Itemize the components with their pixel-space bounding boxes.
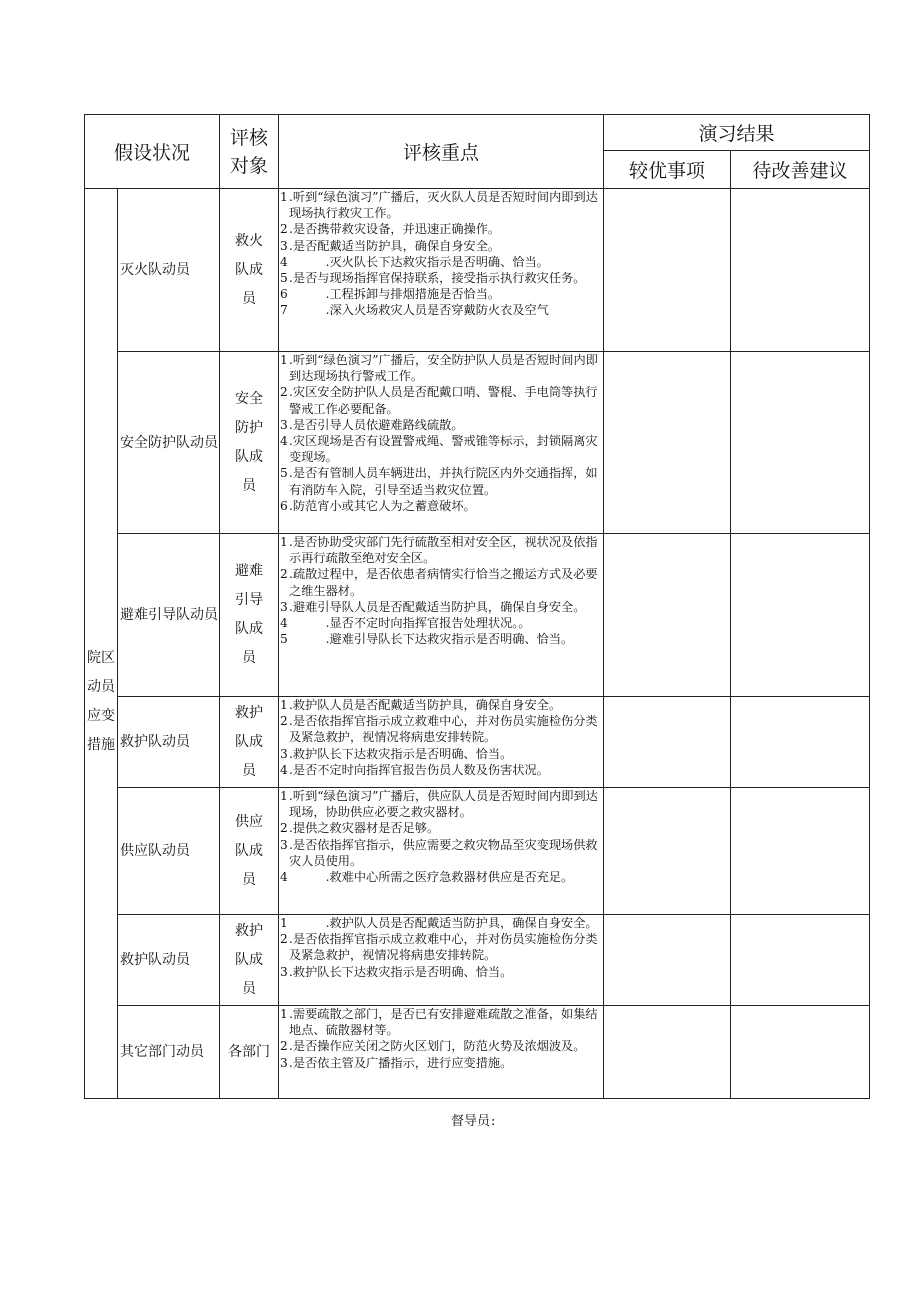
list-item <box>280 615 602 631</box>
improve-cell[interactable] <box>731 534 870 697</box>
list-item <box>280 1038 602 1054</box>
points-cell <box>279 189 604 352</box>
header-scenario: 假设状况 <box>85 115 220 189</box>
item-text: .灾区现场是否有设置警戒绳、警戒锥等标示，封锁隔离灾变现场。 <box>289 434 598 465</box>
item-number: 3 <box>280 417 288 432</box>
improve-cell[interactable] <box>731 189 870 352</box>
item-text: .听到“绿色演习”广播后，安全防护队人员是否短时间内即到达现场执行警戒工作。 <box>289 353 598 384</box>
item-number: 2 <box>280 821 288 836</box>
item-text: .疏散过程中，是否依患者病情实行恰当之搬运方式及必要之维生器材。 <box>289 567 598 598</box>
item-text: .提供之救灾器材是否足够。 <box>289 821 440 836</box>
list-item <box>280 498 602 514</box>
list-item <box>280 433 602 465</box>
improve-cell[interactable] <box>731 915 870 1006</box>
item-text: .是否操作应关闭之防火区划门，防范火势及浓烟波及。 <box>289 1039 586 1054</box>
item-number: 2 <box>280 932 288 947</box>
points-list <box>279 788 603 914</box>
list-item <box>280 238 602 254</box>
list-item <box>280 189 602 221</box>
group-cell: 安全防护队动员 <box>118 352 220 534</box>
header-focus: 评核重点 <box>279 115 604 189</box>
improve-cell[interactable] <box>731 788 870 915</box>
list-item <box>280 788 602 820</box>
item-number: 1 <box>280 353 288 367</box>
item-text: .灾区安全防护队人员是否配戴口哨、警棍、手电筒等执行警戒工作必要配备。 <box>289 385 598 416</box>
target-text: 避难引导队成员 <box>235 563 263 666</box>
item-text: .防范宵小或其它人为之蓄意破坏。 <box>289 498 476 513</box>
points-cell <box>279 352 604 534</box>
group-cell: 供应队动员 <box>118 788 220 915</box>
header-target-text: 评核对象 <box>230 126 269 177</box>
list-item <box>280 713 602 745</box>
target-text: 供应队成员 <box>235 813 263 888</box>
list-item <box>280 631 602 647</box>
list-item <box>280 964 602 980</box>
item-number: 2 <box>280 1039 288 1054</box>
item-text: .是否配戴适当防护具，确保自身安全。 <box>289 238 501 253</box>
target-cell <box>220 352 279 534</box>
header-improve: 待改善建议 <box>731 151 870 189</box>
item-text: .听到“绿色演习”广播后，灭火队人员是否短时间内即到达现场执行救灾工作。 <box>289 190 598 221</box>
improve-cell[interactable] <box>731 697 870 788</box>
item-text: .深入火场救灾人员是否穿戴防火衣及空气 <box>289 303 549 318</box>
item-number: 7 <box>280 303 288 318</box>
supervisor-colon: : <box>491 1114 496 1129</box>
target-cell <box>220 788 279 915</box>
item-text: .是否与现场指挥官保持联系，接受指示执行救灾任务。 <box>289 271 586 286</box>
item-number: 1 <box>280 916 288 930</box>
points-cell <box>279 915 604 1006</box>
table-row <box>85 189 870 352</box>
list-item <box>280 762 602 778</box>
good-cell[interactable] <box>604 915 731 1006</box>
item-text: .是否依指挥官指示成立救难中心，并对伤员实施检伤分类及紧急救护，视情况将病患安排转院。 <box>289 932 598 963</box>
list-item <box>280 837 602 869</box>
item-number: 3 <box>280 964 288 979</box>
item-number: 6 <box>280 287 288 302</box>
item-text: .需要疏散之部门，是否已有安排避难疏散之准备，如集结地点、硫散器材等。 <box>289 1007 598 1038</box>
item-text: .是否有管制人员车辆进出，并执行院区内外交通指挥，如有消防车入院，引导至适当救灾位置。 <box>289 466 598 497</box>
target-cell <box>220 697 279 788</box>
list-item <box>280 534 602 566</box>
target-cell <box>220 534 279 697</box>
item-text: .避难引导队人员是否配戴适当防护具，确保自身安全。 <box>289 599 586 614</box>
item-number: 1 <box>280 535 288 549</box>
item-number: 1 <box>280 698 288 712</box>
supervisor-text: 督导员 <box>451 1114 491 1129</box>
improve-cell[interactable] <box>731 1006 870 1099</box>
group-cell: 其它部门动员 <box>118 1006 220 1099</box>
target-text: 安全防护队成员 <box>235 390 263 494</box>
scenario-text: 院区动员应变措施 <box>87 649 115 753</box>
points-cell <box>279 788 604 915</box>
good-cell[interactable] <box>604 788 731 915</box>
points-list <box>279 534 603 696</box>
item-number: 2 <box>280 567 288 582</box>
item-text: .救护队人员是否配戴适当防护具，确保自身安全。 <box>289 916 598 930</box>
list-item <box>280 1055 602 1071</box>
table-row <box>85 788 870 915</box>
good-cell[interactable] <box>604 352 731 534</box>
item-number: 5 <box>280 632 288 647</box>
list-item <box>280 599 602 615</box>
item-number: 6 <box>280 498 288 513</box>
item-text: .是否协助受灾部门先行硫散至相对安全区，视状况及依指示再行疏散至绝对安全区。 <box>289 535 598 566</box>
list-item <box>280 869 602 885</box>
table-row <box>85 534 870 697</box>
list-item <box>280 746 602 762</box>
target-text: 救火队成员 <box>235 232 263 307</box>
item-text: .救难中心所需之医疗急救器材供应是否充足。 <box>289 870 574 885</box>
item-text: .是否依指挥官指示，供应需要之救灾物品至灾变现场供救灾人员使用。 <box>289 837 598 868</box>
list-item <box>280 254 602 270</box>
group-cell: 灭火队动员 <box>118 189 220 352</box>
item-number: 2 <box>280 222 288 237</box>
item-number: 3 <box>280 599 288 614</box>
table-row <box>85 1006 870 1099</box>
item-number: 3 <box>280 746 288 761</box>
item-number: 1 <box>280 789 288 803</box>
points-cell <box>279 534 604 697</box>
good-cell[interactable] <box>604 697 731 788</box>
item-text: .救护队长下达救灾指示是否明确、恰当。 <box>289 964 513 979</box>
item-text: .是否依主管及广播指示，进行应变措施。 <box>289 1055 513 1070</box>
improve-cell[interactable] <box>731 352 870 534</box>
good-cell[interactable] <box>604 534 731 697</box>
list-item <box>280 417 602 433</box>
supervisor-label <box>451 1110 495 1129</box>
group-cell: 救护队动员 <box>118 697 220 788</box>
points-list <box>279 352 603 533</box>
list-item <box>280 1006 602 1038</box>
list-item <box>280 915 602 931</box>
list-item <box>280 384 602 416</box>
scenario-cell <box>85 189 118 1099</box>
list-item <box>280 302 602 318</box>
list-item <box>280 931 602 963</box>
list-item <box>280 286 602 302</box>
list-item <box>280 270 602 286</box>
item-text: .显否不定时向指挥官报告处理状况。。 <box>289 616 531 631</box>
list-item <box>280 697 602 713</box>
item-number: 2 <box>280 714 288 729</box>
table-row <box>85 915 870 1006</box>
item-number: 1 <box>280 1007 288 1021</box>
target-cell <box>220 189 279 352</box>
item-text: .救护队长下达救灾指示是否明确、恰当。 <box>289 746 513 761</box>
item-text: .听到“绿色演习”广播后，供应队人员是否短时间内即到达现场，协助供应必要之救灾器材。 <box>289 789 598 820</box>
item-text: .避难引导队长下达救灾指示是否明确、恰当。 <box>289 632 574 647</box>
item-text: .救护队人员是否配戴适当防护具，确保自身安全。 <box>289 698 562 712</box>
item-number: 4 <box>280 762 288 777</box>
item-text: .工程拆卸与排烟措施是否恰当。 <box>289 287 501 302</box>
points-list <box>279 915 603 1005</box>
item-number: 3 <box>280 238 288 253</box>
item-number: 4 <box>280 616 288 631</box>
item-number: 2 <box>280 385 288 400</box>
target-cell <box>220 915 279 1006</box>
item-number: 5 <box>280 466 288 481</box>
item-number: 4 <box>280 870 288 885</box>
list-item <box>280 352 602 384</box>
item-number: 3 <box>280 1055 288 1070</box>
target-text: 救护队成员 <box>235 922 263 997</box>
points-list <box>279 697 603 787</box>
item-text: .是否依指挥官指示成立救难中心，并对伤员实施检伤分类及紧急救护，视情况将病患安排转院。 <box>289 714 598 745</box>
evaluation-table <box>84 114 870 1099</box>
item-text: .是否不定时向指挥官报告伤员人数及伤害状况。 <box>289 762 549 777</box>
group-cell: 救护队动员 <box>118 915 220 1006</box>
item-number: 1 <box>280 190 288 204</box>
item-text: .灭火队长下达救灾指示是否明确、恰当。 <box>289 254 549 269</box>
good-cell[interactable] <box>604 189 731 352</box>
item-number: 4 <box>280 434 288 449</box>
list-item <box>280 221 602 237</box>
table-row <box>85 697 870 788</box>
item-number: 5 <box>280 271 288 286</box>
good-cell[interactable] <box>604 1006 731 1099</box>
header-good: 较优事项 <box>604 151 731 189</box>
target-text: 各部门 <box>228 1043 270 1060</box>
list-item <box>280 566 602 598</box>
points-list <box>279 189 603 351</box>
table-row <box>85 352 870 534</box>
header-target <box>220 115 279 189</box>
target-text: 救护队成员 <box>235 704 263 779</box>
item-number: 4 <box>280 254 288 269</box>
points-list <box>279 1006 603 1098</box>
points-cell <box>279 697 604 788</box>
item-text: .是否携带救灾设备，并迅速正确操作。 <box>289 222 501 237</box>
list-item <box>280 820 602 836</box>
item-number: 3 <box>280 837 288 852</box>
header-result: 演习结果 <box>604 115 870 151</box>
item-text: .是否引导人员依避难路线硫散。 <box>289 417 464 432</box>
points-cell <box>279 1006 604 1099</box>
target-cell <box>220 1006 279 1099</box>
list-item <box>280 465 602 497</box>
group-cell: 避难引导队动员 <box>118 534 220 697</box>
